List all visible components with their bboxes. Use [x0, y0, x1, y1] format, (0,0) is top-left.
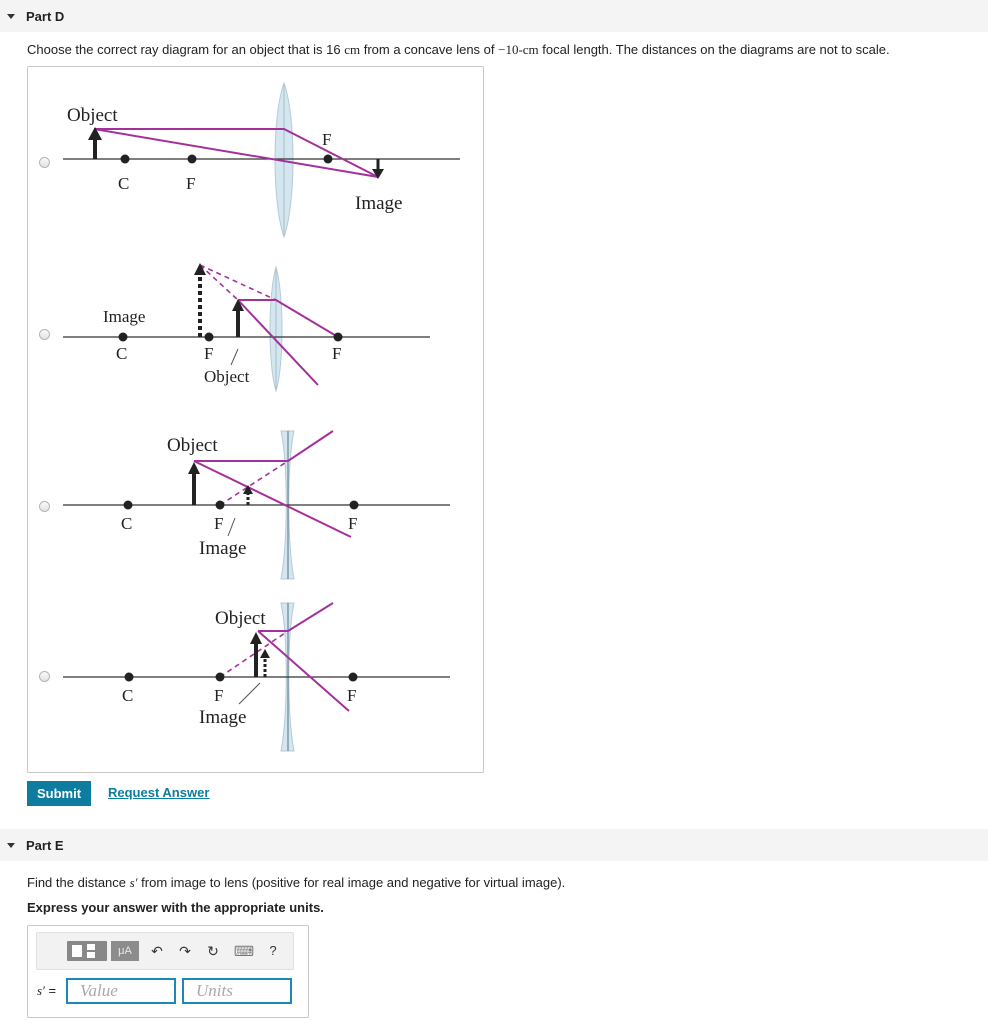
value-input[interactable]: [66, 978, 176, 1004]
point-f-left: [216, 501, 225, 510]
redo-icon[interactable]: ↷: [179, 943, 191, 959]
point-f-left: [216, 673, 225, 682]
question-text-2: from image to lens (positive for real image and negative for virtual image).: [137, 875, 566, 890]
point-f-right: [349, 673, 358, 682]
label-f-left: F: [186, 174, 196, 193]
label-object: Object: [204, 367, 250, 386]
label-c: C: [118, 174, 130, 193]
part-d-header[interactable]: [0, 0, 988, 32]
request-answer-link[interactable]: Request Answer: [108, 785, 210, 800]
ray-center: [258, 631, 349, 711]
label-f-right: F: [347, 686, 357, 705]
label-image: Image: [103, 307, 146, 326]
radio-option-2[interactable]: [39, 329, 50, 340]
part-e-title: Part E: [26, 837, 64, 853]
symbol-s-prime: s′: [129, 875, 138, 890]
caret-down-icon[interactable]: [7, 843, 15, 848]
ray-diagram-option-1: [58, 77, 468, 247]
label-f-left: F: [214, 686, 224, 705]
label-c: C: [122, 686, 134, 705]
part-e-question: [27, 875, 565, 891]
ray-parallel: [238, 300, 338, 337]
part-d-title: Part D: [26, 8, 65, 24]
label-image: Image: [199, 707, 247, 728]
ray-center: [94, 129, 378, 177]
label-object: Object: [67, 105, 118, 126]
question-text-1: Find the distance: [27, 875, 130, 890]
submit-button[interactable]: Submit: [27, 781, 91, 806]
image-arrowhead: [194, 263, 206, 275]
templates-icon[interactable]: [67, 941, 107, 961]
question-text-2: from a concave lens of: [360, 42, 499, 57]
units-button[interactable]: μA: [111, 941, 139, 961]
part-d-question: [27, 42, 890, 58]
part-e-instruction: Express your answer with the appropriate units.: [27, 900, 324, 915]
label-f-left: F: [204, 344, 214, 363]
point-c: [121, 155, 130, 164]
ray-extension: [220, 461, 288, 505]
point-f-right: [350, 501, 359, 510]
math-toolbar: [36, 932, 294, 970]
point-f-right: [324, 155, 333, 164]
label-image: Image: [355, 193, 403, 214]
answer-choices: [27, 66, 484, 773]
label-f-right: F: [332, 344, 342, 363]
symbol-s-prime: s′: [37, 983, 45, 998]
point-f-left: [188, 155, 197, 164]
caret-down-icon[interactable]: [7, 14, 15, 19]
leader-line: [231, 349, 238, 365]
ray-extension-1: [200, 265, 276, 300]
radio-option-4[interactable]: [39, 671, 50, 682]
units-input[interactable]: [182, 978, 292, 1004]
ray-diverging: [258, 603, 333, 631]
ray-diagram-option-4: [58, 597, 468, 757]
part-e-header[interactable]: [0, 829, 988, 861]
ray-extension-2: [200, 265, 238, 300]
label-object: Object: [167, 435, 218, 456]
answer-input-box: [27, 925, 309, 1018]
point-f-right: [334, 333, 343, 342]
radio-option-1[interactable]: [39, 157, 50, 168]
radio-option-3[interactable]: [39, 501, 50, 512]
label-f-left: F: [214, 514, 224, 533]
label-c: C: [121, 514, 133, 533]
ray-diagram-option-2: [58, 255, 468, 415]
equals-sign: =: [48, 983, 57, 998]
label-c: C: [116, 344, 128, 363]
reset-icon[interactable]: ↻: [207, 943, 219, 959]
undo-icon[interactable]: ↶: [151, 943, 163, 959]
focal-value: −10-cm: [498, 42, 539, 57]
ray-diagram-option-3: [58, 425, 468, 585]
unit-cm: cm: [344, 42, 361, 57]
point-f-left: [205, 333, 214, 342]
leader-line: [228, 518, 235, 536]
leader-line: [239, 683, 260, 704]
label-f-right: F: [322, 130, 332, 149]
keyboard-icon[interactable]: ⌨: [233, 943, 255, 959]
label-object: Object: [215, 608, 266, 629]
question-text-1: Choose the correct ray diagram for an object that is 16: [27, 42, 345, 57]
help-icon[interactable]: ?: [269, 943, 277, 958]
image-arrowhead: [260, 649, 270, 658]
point-c: [125, 673, 134, 682]
point-c: [119, 333, 128, 342]
point-c: [124, 501, 133, 510]
label-image: Image: [199, 538, 247, 559]
question-text-3: focal length. The distances on the diagrams are not to scale.: [538, 42, 890, 57]
s-prime-label: [37, 983, 56, 999]
label-f-right: F: [348, 514, 358, 533]
